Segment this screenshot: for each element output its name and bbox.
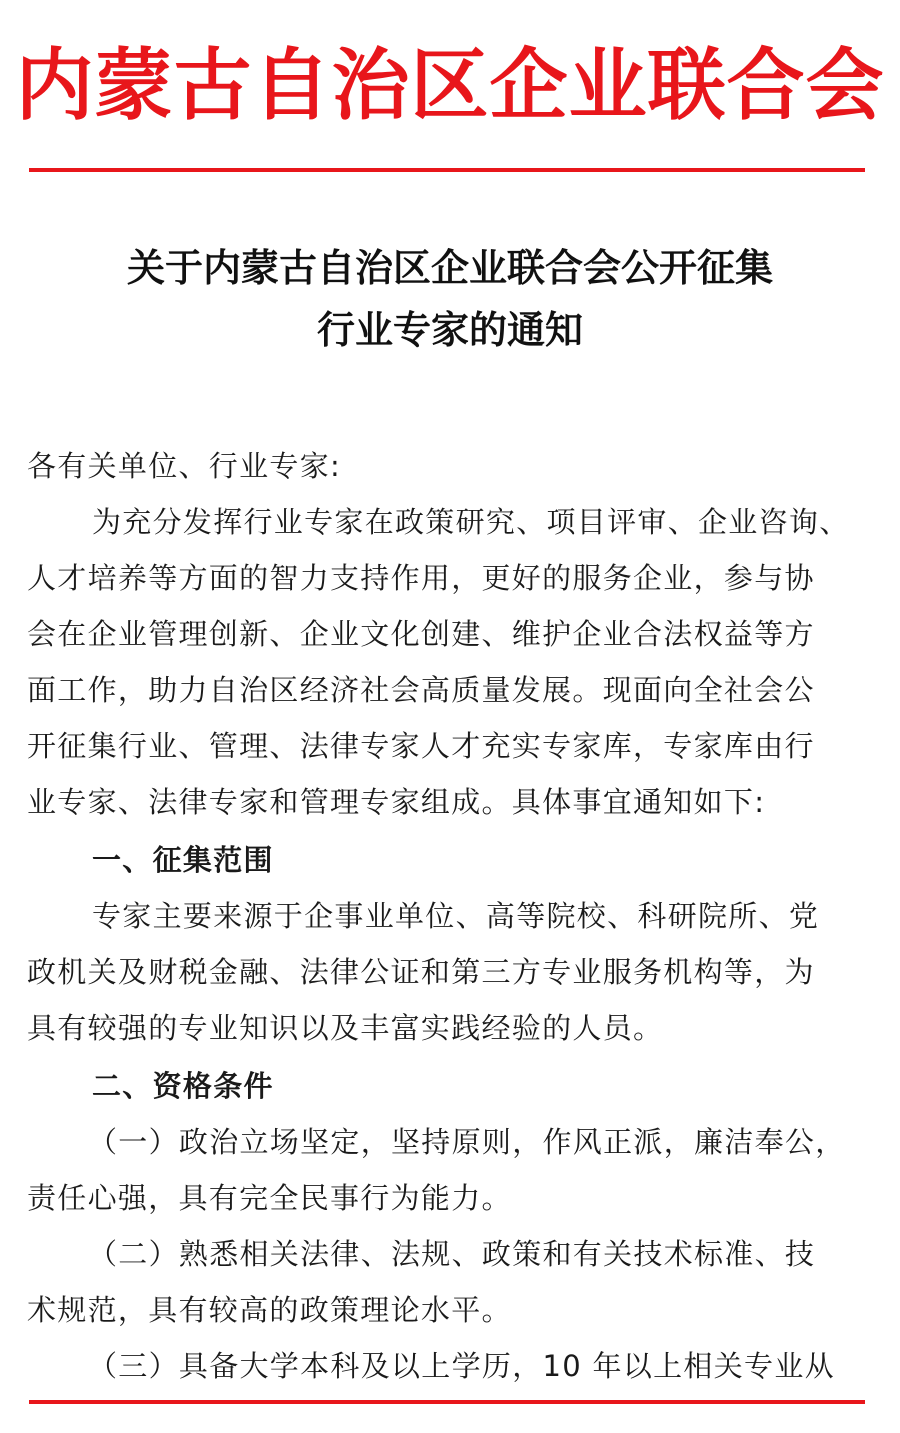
paragraph-line: 专家主要来源于企事业单位、高等院校、科研院所、党 xyxy=(92,899,820,933)
section-heading-qualifications: 二、资格条件 xyxy=(92,1069,274,1103)
paragraph-line: 政机关及财税金融、法律公证和第三方专业服务机构等，为 xyxy=(27,955,815,989)
salutation: 各有关单位、行业专家: xyxy=(27,449,342,483)
document-title-line-2: 行业专家的通知 xyxy=(316,307,583,352)
org-header-title: 内蒙古自治区企业联合会 xyxy=(15,40,885,131)
section-heading-scope: 一、征集范围 xyxy=(92,843,274,877)
paragraph-line: 为充分发挥行业专家在政策研究、项目评审、企业咨询、 xyxy=(92,505,850,539)
document-title-line-1: 关于内蒙古自治区企业联合会公开征集 xyxy=(126,245,773,290)
list-item-line: 责任心强，具有完全民事行为能力。 xyxy=(27,1181,512,1215)
list-item-line: （三）具备大学本科及以上学历，10 年以上相关专业从 xyxy=(88,1349,835,1383)
paragraph-line: 人才培养等方面的智力支持作用，更好的服务企业，参与协 xyxy=(27,561,815,595)
paragraph-line: 业专家、法律专家和管理专家组成。具体事宜通知如下: xyxy=(27,785,766,819)
header-red-rule xyxy=(29,168,865,172)
footer-red-rule xyxy=(29,1400,865,1404)
paragraph-line: 会在企业管理创新、企业文化创建、维护企业合法权益等方 xyxy=(27,617,815,651)
paragraph-line: 面工作，助力自治区经济社会高质量发展。现面向全社会公 xyxy=(27,673,815,707)
list-item-line: （一）政治立场坚定，坚持原则，作风正派，廉洁奉公， xyxy=(88,1125,846,1159)
list-item-line: 术规范，具有较高的政策理论水平。 xyxy=(27,1293,512,1327)
paragraph-line: 开征集行业、管理、法律专家人才充实专家库，专家库由行 xyxy=(27,729,815,763)
list-item-line: （二）熟悉相关法律、法规、政策和有关技术标准、技 xyxy=(88,1237,816,1271)
paragraph-line: 具有较强的专业知识以及丰富实践经验的人员。 xyxy=(27,1011,664,1045)
